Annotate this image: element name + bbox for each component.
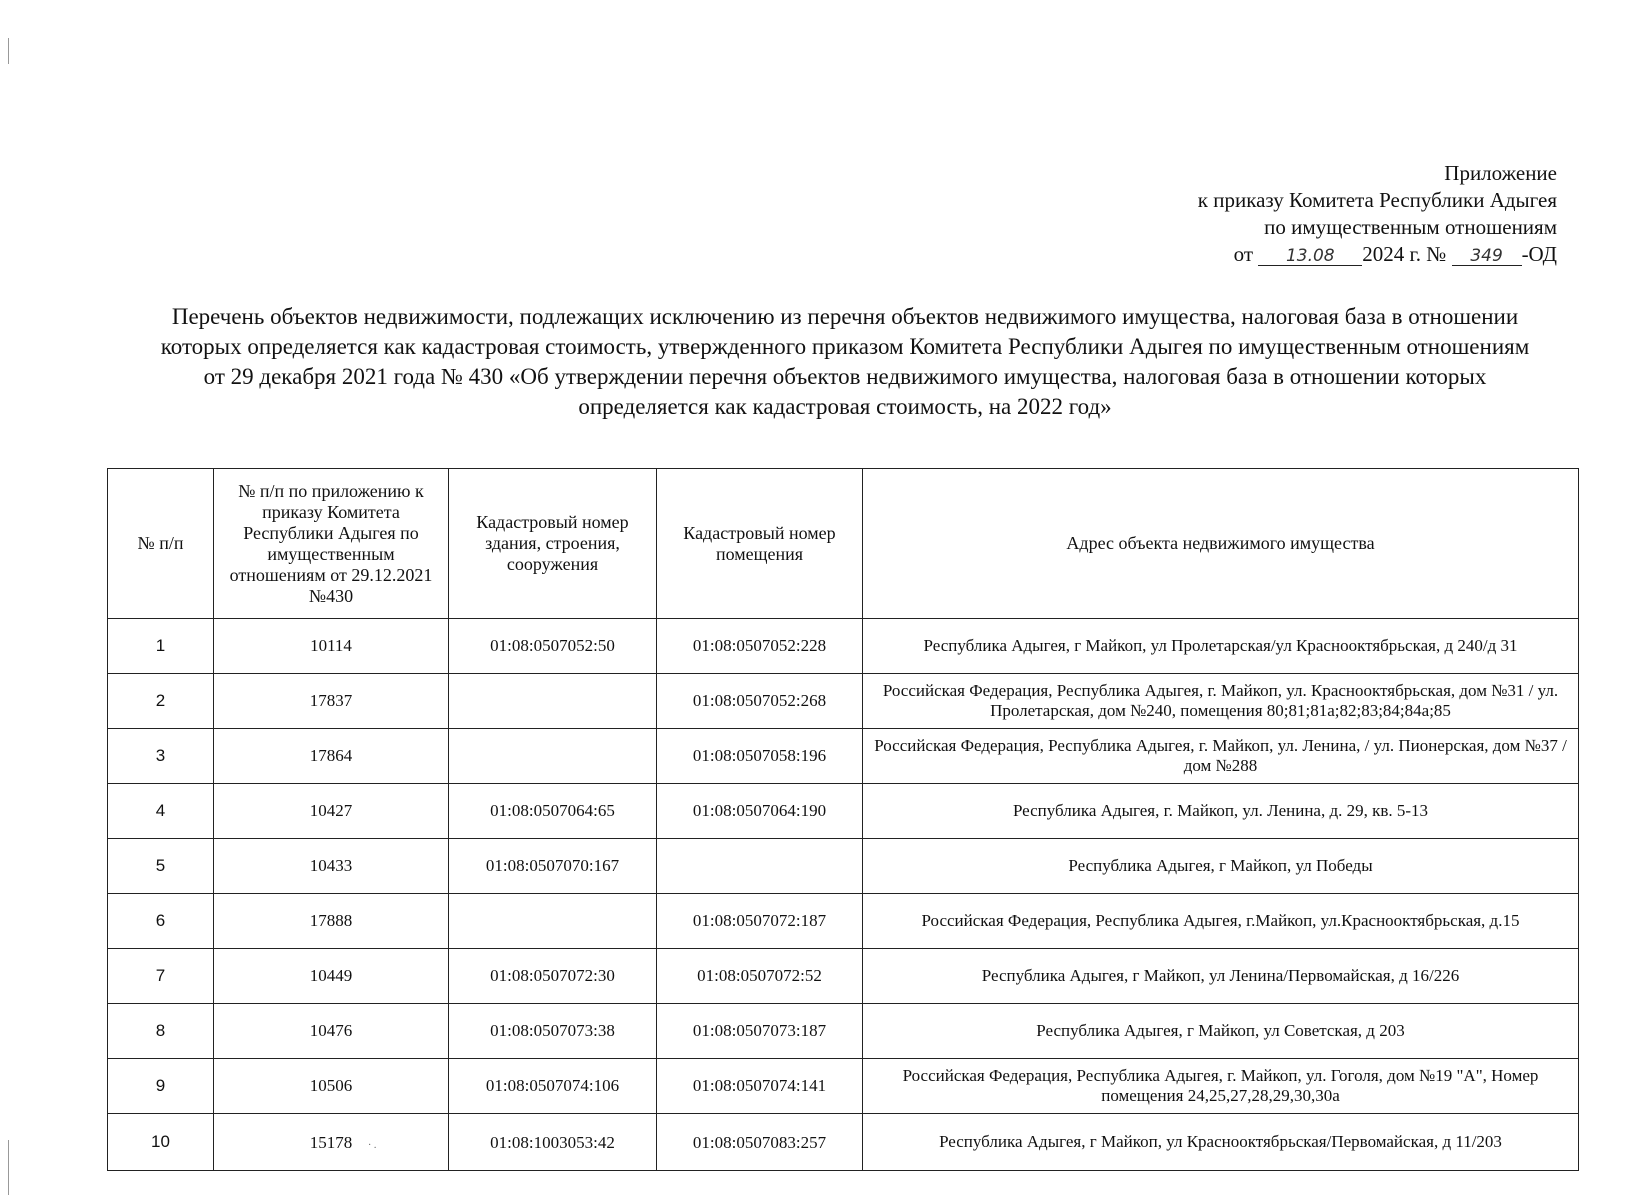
property-address: Российская Федерация, Республика Адыгея, г. Майкоп, ул. Краснооктябрьская, дом №31 / ул. Пролетарская, дом №240, помещения 80;81;81а;82;83;84;84а;85: [863, 674, 1579, 729]
room-cadastral-number: 01:08:0507083:257: [657, 1114, 863, 1171]
row-number: 3: [108, 729, 214, 784]
table-row: [108, 839, 1579, 894]
building-cadastral-number: 01:08:1003053:42: [449, 1114, 657, 1171]
scan-speck: · .: [368, 1140, 377, 1151]
annex-title: Приложение: [1444, 161, 1557, 185]
row-number: 9: [108, 1059, 214, 1114]
table-row: [108, 784, 1579, 839]
annex-year: 2024 г. №: [1362, 242, 1447, 266]
building-cadastral-number: 01:08:0507072:30: [449, 949, 657, 1004]
register-number: 10433: [214, 839, 449, 894]
building-cadastral-number: 01:08:0507070:167: [449, 839, 657, 894]
room-cadastral-number: 01:08:0507058:196: [657, 729, 863, 784]
header-room-cadastral: Кадастровый номер помещения: [657, 469, 863, 619]
property-table: [107, 468, 1579, 1171]
property-address: Российская Федерация, Республика Адыгея, г. Майкоп, ул. Гоголя, дом №19 "А", Номер помещения 24,25,27,28,29,30,30а: [863, 1059, 1579, 1114]
handwritten-order-number: 349: [1452, 247, 1522, 266]
header-row-number: № п/п: [108, 469, 214, 619]
scan-margin-mark: [8, 1140, 9, 1195]
room-cadastral-number: 01:08:0507064:190: [657, 784, 863, 839]
property-address: Российская Федерация, Республика Адыгея, г.Майкоп, ул.Краснооктябрьская, д.15: [863, 894, 1579, 949]
table-row: [108, 1004, 1579, 1059]
register-number: 10449: [214, 949, 449, 1004]
handwritten-date: 13.08: [1258, 247, 1362, 266]
building-cadastral-number: 01:08:0507052:50: [449, 619, 657, 674]
table-row: [108, 729, 1579, 784]
room-cadastral-number: 01:08:0507072:187: [657, 894, 863, 949]
row-number: 2: [108, 674, 214, 729]
building-cadastral-number: [449, 674, 657, 729]
register-number: 17888: [214, 894, 449, 949]
table-row: [108, 894, 1579, 949]
building-cadastral-number: 01:08:0507064:65: [449, 784, 657, 839]
register-number: 17837: [214, 674, 449, 729]
annex-block: [1037, 160, 1557, 268]
register-number: 10476: [214, 1004, 449, 1059]
building-cadastral-number: 01:08:0507074:106: [449, 1059, 657, 1114]
property-address: Российская Федерация, Республика Адыгея, г. Майкоп, ул. Ленина, / ул. Пионерская, дом №37 / дом №288: [863, 729, 1579, 784]
property-address: Республика Адыгея, г Майкоп, ул Победы: [863, 839, 1579, 894]
header-register-number: № п/п по приложению к приказу Комитета Республики Адыгея по имущественным отношениям от 29.12.2021 №430: [214, 469, 449, 619]
row-number: 6: [108, 894, 214, 949]
property-address: Республика Адыгея, г Майкоп, ул Советская, д 203: [863, 1004, 1579, 1059]
document-title: Перечень объектов недвижимости, подлежащих исключению из перечня объектов недвижимого имущества, налоговая база в отношении которых определяется как кадастровая стоимость, утвержденного приказом Комитета Республики Адыгея по имущественным отношениям от 29 декабря 2021 года № 430 «Об утверждении перечня объектов недвижимого имущества, налоговая база в отношении которых определяется как кадастровая стоимость, на 2022 год»: [160, 304, 1530, 419]
table-row: [108, 674, 1579, 729]
room-cadastral-number: 01:08:0507072:52: [657, 949, 863, 1004]
room-cadastral-number: 01:08:0507052:268: [657, 674, 863, 729]
room-cadastral-number: 01:08:0507052:228: [657, 619, 863, 674]
row-number: 4: [108, 784, 214, 839]
annex-date-prefix: от: [1233, 242, 1254, 266]
header-building-cadastral: Кадастровый номер здания, строения, сооружения: [449, 469, 657, 619]
table-row: [108, 619, 1579, 674]
register-number: 10427: [214, 784, 449, 839]
scan-margin-mark: [8, 38, 9, 64]
room-cadastral-number: 01:08:0507074:141: [657, 1059, 863, 1114]
register-number: 10506: [214, 1059, 449, 1114]
register-number: 15178: [214, 1114, 449, 1171]
row-number: 7: [108, 949, 214, 1004]
register-number: 17864: [214, 729, 449, 784]
row-number: 1: [108, 619, 214, 674]
property-address: Республика Адыгея, г Майкоп, ул Краснооктябрьская/Первомайская, д 11/203: [863, 1114, 1579, 1171]
building-cadastral-number: 01:08:0507073:38: [449, 1004, 657, 1059]
annex-suffix: -ОД: [1521, 242, 1557, 266]
building-cadastral-number: [449, 729, 657, 784]
room-cadastral-number: 01:08:0507073:187: [657, 1004, 863, 1059]
register-number: 10114: [214, 619, 449, 674]
table-row: [108, 1114, 1579, 1171]
row-number: 5: [108, 839, 214, 894]
property-address: Республика Адыгея, г. Майкоп, ул. Ленина, д. 29, кв. 5-13: [863, 784, 1579, 839]
table-row: [108, 1059, 1579, 1114]
building-cadastral-number: [449, 894, 657, 949]
table-row: [108, 949, 1579, 1004]
annex-order-line: к приказу Комитета Республики Адыгея: [1197, 188, 1557, 212]
table-header-row: [108, 469, 1579, 619]
room-cadastral-number: [657, 839, 863, 894]
row-number: 8: [108, 1004, 214, 1059]
property-address: Республика Адыгея, г Майкоп, ул Пролетарская/ул Краснооктябрьская, д 240/д 31: [863, 619, 1579, 674]
row-number: 10: [108, 1114, 214, 1171]
property-address: Республика Адыгея, г Майкоп, ул Ленина/Первомайская, д 16/226: [863, 949, 1579, 1004]
annex-committee-line: по имущественным отношениям: [1264, 215, 1557, 239]
annex-date-line: [1037, 241, 1557, 268]
header-address: Адрес объекта недвижимого имущества: [863, 469, 1579, 619]
